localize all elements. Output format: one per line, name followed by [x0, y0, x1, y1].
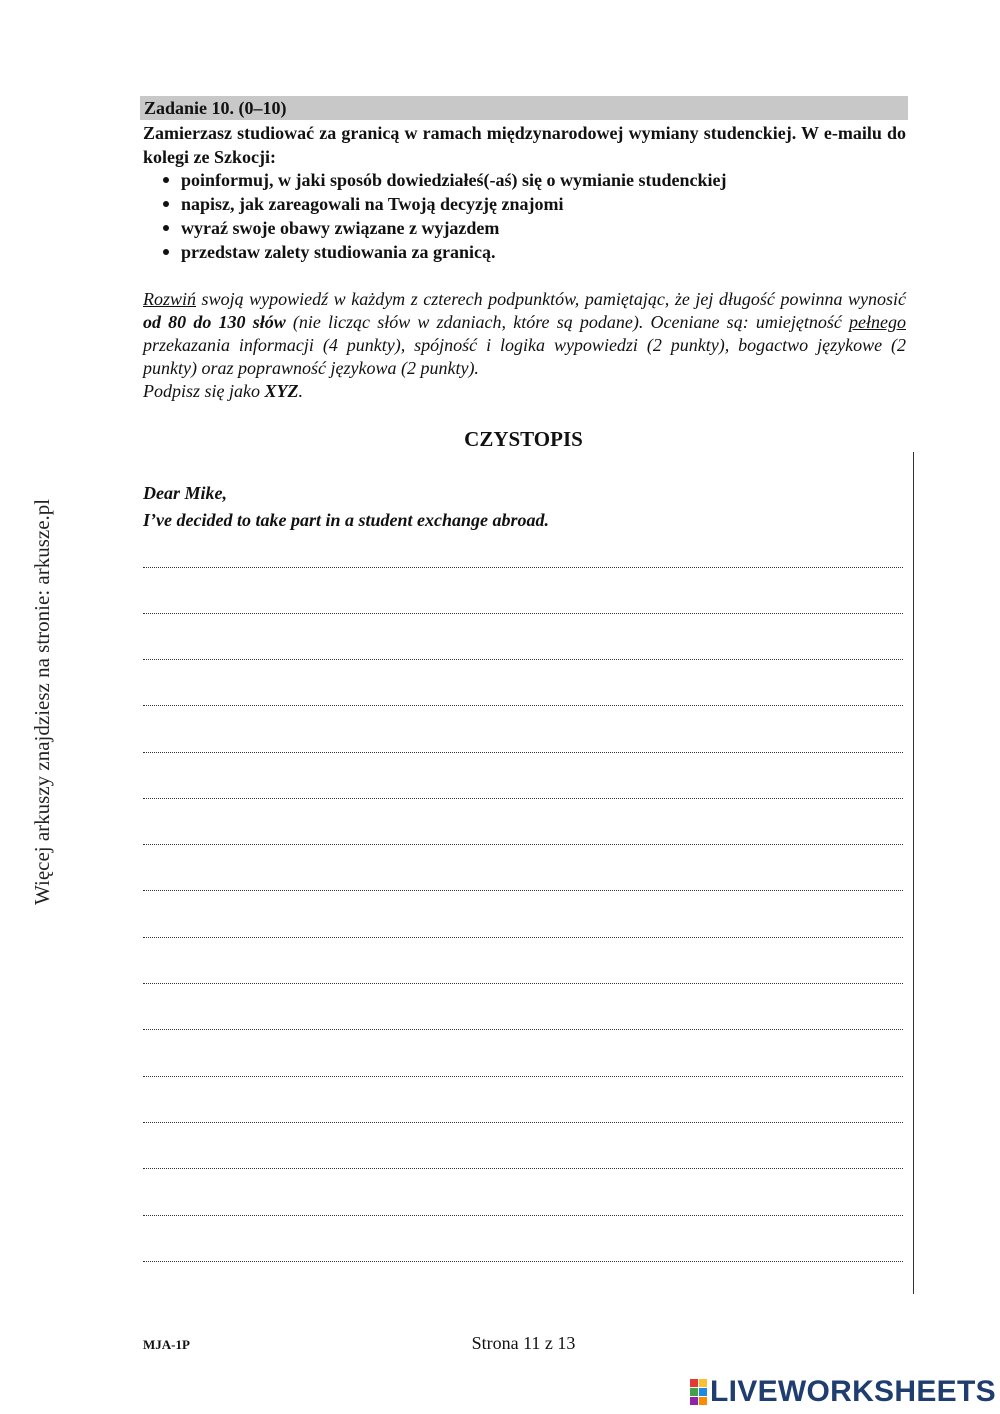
sign-suffix: . — [298, 381, 303, 401]
side-note: Więcej arkuszy znajdziesz na stronie: arkusze.pl — [30, 498, 54, 905]
answer-line[interactable] — [143, 1029, 903, 1030]
task-bullet: poinformuj, w jaki sposób dowiedziałeś(-aś) się o wymianie studenckiej — [160, 168, 727, 192]
liveworksheets-logo — [690, 1376, 996, 1408]
instructions-part-1: swoją wypowiedź w każdym z czterech podpunktów, pamiętając, że jej długość powinna wynosić — [196, 289, 906, 309]
answer-line[interactable] — [143, 1122, 903, 1123]
liveworksheets-icon — [690, 1379, 706, 1405]
instructions-rozwin: Rozwiń — [143, 289, 197, 309]
answer-line[interactable] — [143, 844, 903, 845]
answer-line[interactable] — [143, 1261, 903, 1262]
sign-prefix: Podpisz się jako — [143, 381, 265, 401]
answer-line[interactable] — [143, 890, 903, 891]
answer-line[interactable] — [143, 659, 903, 660]
instructions-word-count: od 80 do 130 słów — [143, 312, 286, 332]
answer-line[interactable] — [143, 937, 903, 938]
task-bullet: napisz, jak zareagowali na Twoją decyzję znajomi — [160, 192, 727, 216]
instructions-part-3: przekazania informacji (4 punkty), spójność i logika wypowiedzi (2 punkty), bogactwo językowe (2 punkty) oraz poprawność językowa (2 punkty). — [143, 335, 906, 378]
brand-name: LIVEWORKSHEETS — [710, 1375, 996, 1408]
answer-line[interactable] — [143, 567, 903, 568]
answer-line[interactable] — [143, 613, 903, 614]
answer-line[interactable] — [143, 798, 903, 799]
answer-line[interactable] — [143, 983, 903, 984]
answer-line[interactable] — [143, 752, 903, 753]
letter-greeting: Dear Mike, — [143, 483, 227, 503]
margin-line — [913, 452, 914, 1294]
task-bullet: wyraź swoje obawy związane z wyjazdem — [160, 216, 727, 240]
task-intro: Zamierzasz studiować za granicą w ramach międzynarodowej wymiany studenckiej. W e-mailu do kolegi ze Szkocji: — [143, 123, 906, 167]
answer-line[interactable] — [143, 1168, 903, 1169]
footer-code: MJA-1P — [143, 1337, 190, 1352]
task-bullet-list — [160, 168, 727, 264]
task-header: Zadanie 10. (0–10) — [140, 96, 908, 120]
answer-line[interactable] — [143, 1076, 903, 1077]
instructions — [143, 288, 906, 403]
letter-opening: I’ve decided to take part in a student exchange abroad. — [143, 510, 549, 530]
sign-name: XYZ — [264, 381, 299, 401]
task-bullet: przedstaw zalety studiowania za granicą. — [160, 240, 727, 264]
section-title: CZYSTOPIS — [464, 427, 583, 451]
answer-line[interactable] — [143, 705, 903, 706]
answer-line[interactable] — [143, 1215, 903, 1216]
instructions-pelnego: pełnego — [849, 312, 906, 332]
instructions-part-2: (nie licząc słów w zdaniach, które są podane). Oceniane są: umiejętność — [285, 312, 850, 332]
footer-page-number: Strona 11 z 13 — [471, 1333, 576, 1353]
